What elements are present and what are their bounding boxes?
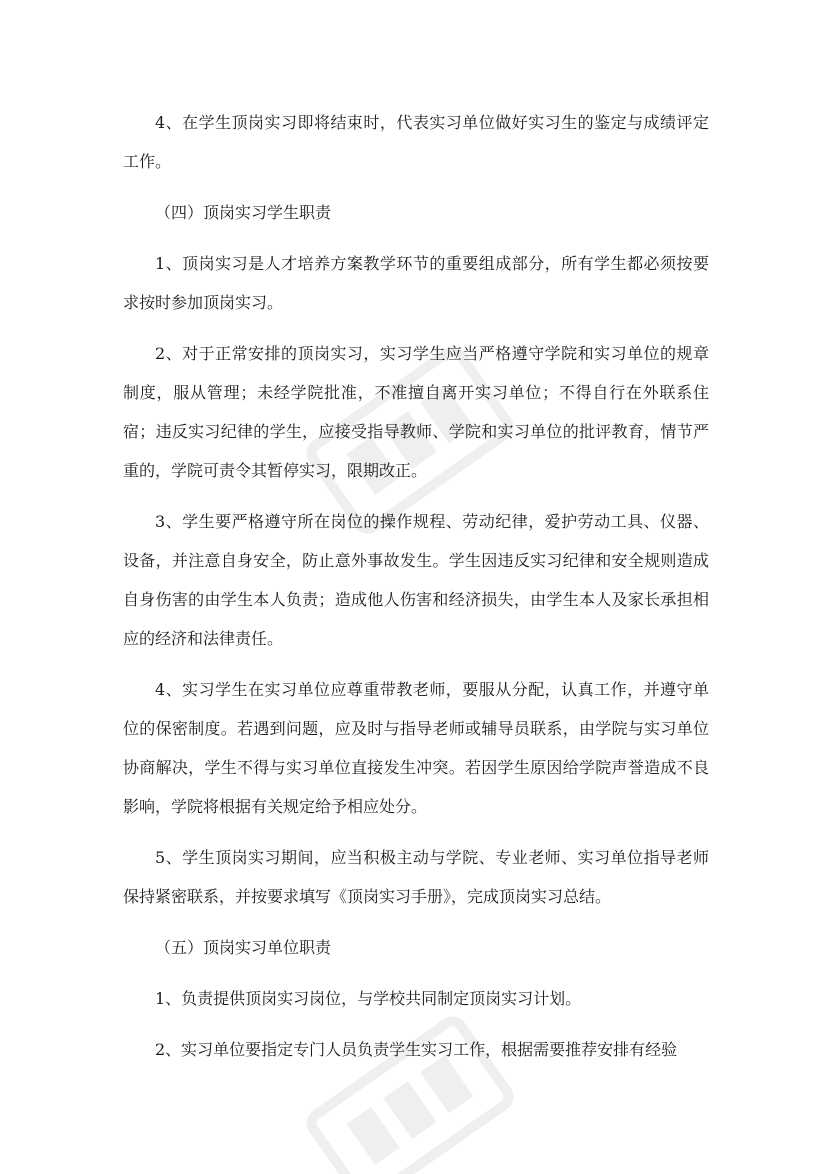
paragraph-item-2: 2、对于正常安排的顶岗实习，实习学生应当严格遵守学院和实习单位的规章制度，服从管理；未经学院批准，不准擅自离开实习单位；不得自行在外联系住宿；违反实习纪律的学生，应接受指导教师、学院和实习单位的批评教育，情节严重的，学院可责令其暂停实习，限期改正。 [123,344,709,480]
paragraph-unit-item-2: 2、实习单位要指定专门人员负责学生实习工作，根据需要推荐安排有经验 [155,1040,678,1059]
paragraph-item-5: 5、学生顶岗实习期间，应当积极主动与学院、专业老师、实习单位指导老师保持紧密联系，并按要求填写《顶岗实习手册》，完成顶岗实习总结。 [123,848,709,906]
paragraph-item-1: 1、顶岗实习是人才培养方案教学环节的重要组成部分，所有学生都必须按要求按时参加顶岗实习。 [123,254,709,312]
paragraph-unit-item-1: 1、负责提供顶岗实习岗位，与学校共同制定顶岗实习计划。 [155,989,582,1008]
document-body [123,103,709,1081]
paragraph-item-4-appraisal: 4、在学生顶岗实习即将结束时，代表实习单位做好实习生的鉴定与成绩评定工作。 [123,113,709,171]
section-heading-unit-duties: （五）顶岗实习单位职责 [155,938,332,957]
paragraph-item-3: 3、学生要严格遵守所在岗位的操作规程、劳动纪律，爱护劳动工具、仪器、设备，并注意自身安全，防止意外事故发生。学生因违反实习纪律和安全规则造成自身伤害的由学生本人负责；造成他人伤害和经济损失，由学生本人及家长承担相应的经济和法律责任。 [123,512,709,648]
paragraph-item-4: 4、实习学生在实习单位应尊重带教老师，要服从分配，认真工作，并遵守单位的保密制度。若遇到问题，应及时与指导老师或辅导员联系，由学院与实习单位协商解决，学生不得与实习单位直接发生冲突。若因学生原因给学院声誉造成不良影响，学院将根据有关规定给予相应处分。 [123,680,709,816]
section-heading-student-duties: （四）顶岗实习学生职责 [155,203,332,222]
